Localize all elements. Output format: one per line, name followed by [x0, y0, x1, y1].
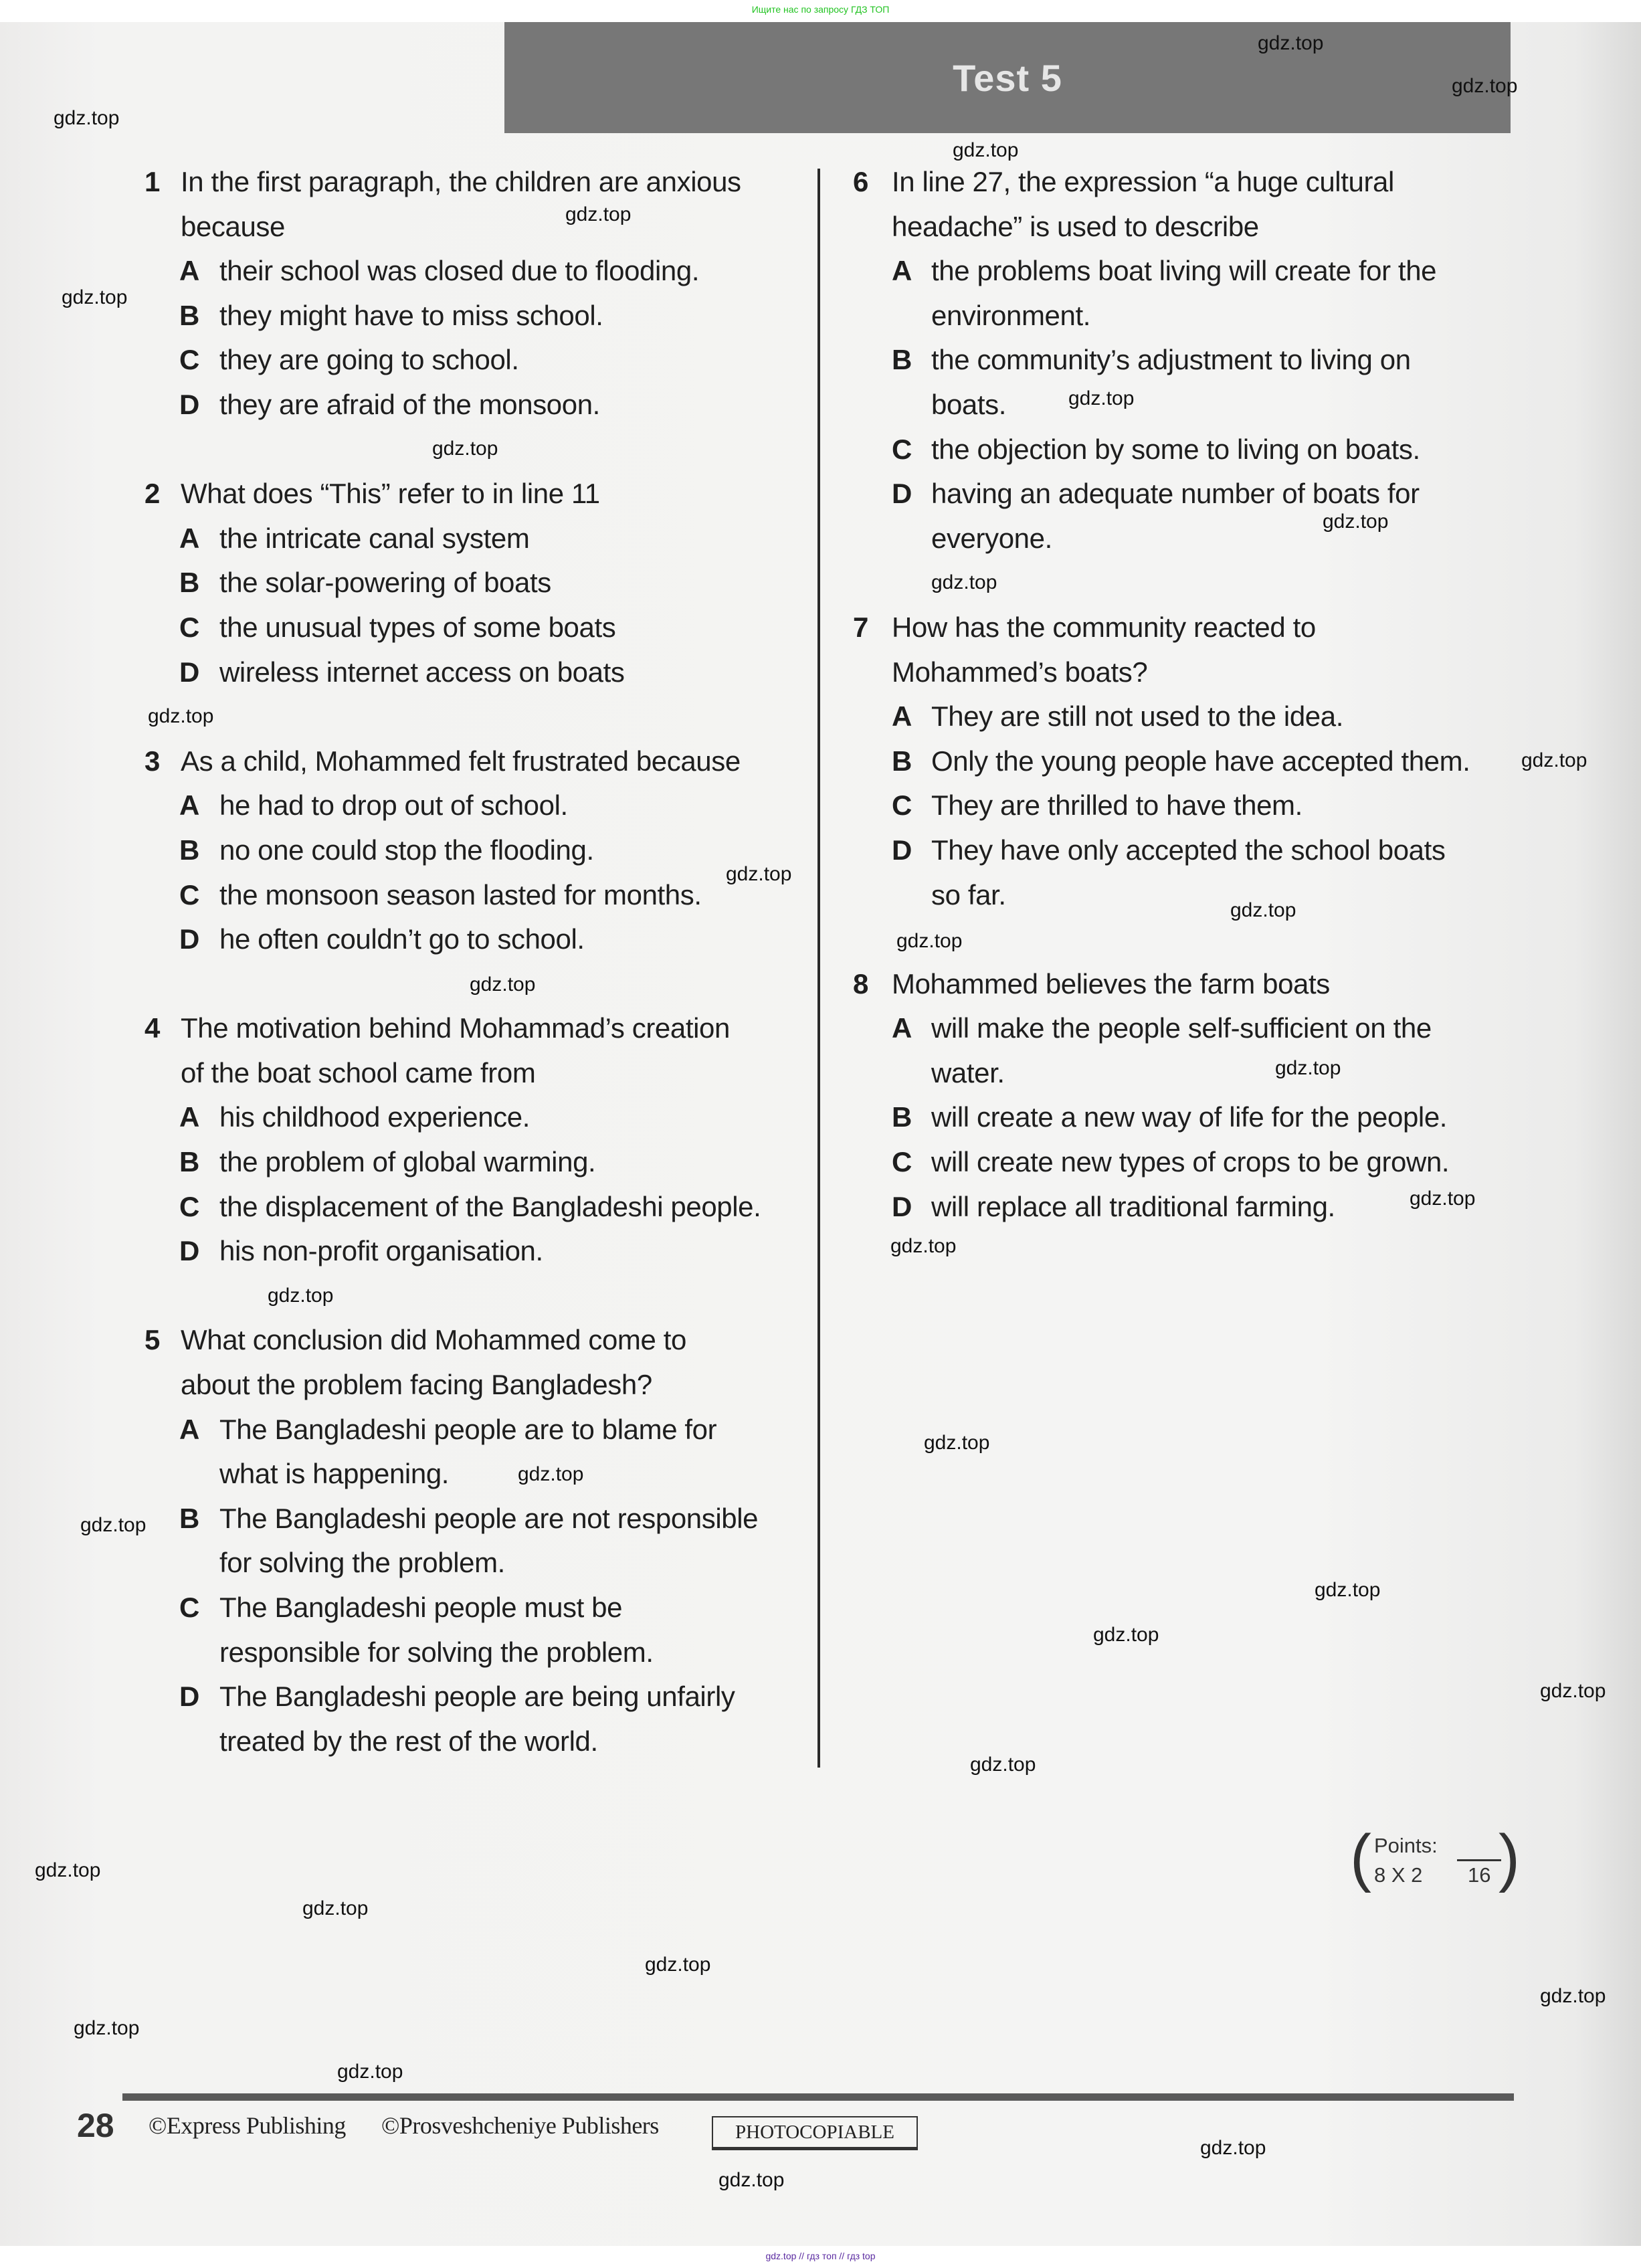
watermark: gdz.top — [718, 2169, 785, 2191]
option-text: The Bangladeshi people must be — [219, 1592, 623, 1623]
option-b-line — [144, 561, 807, 605]
question-1 — [144, 160, 807, 428]
option-c-line — [144, 1630, 807, 1675]
option-letter: C — [179, 878, 199, 911]
watermark: gdz.top — [470, 973, 536, 996]
question-line — [144, 739, 807, 784]
option-text: water. — [931, 1056, 1005, 1089]
question-line — [853, 160, 1522, 205]
watermark: gdz.top — [890, 1235, 957, 1257]
option-a-line — [853, 294, 1522, 339]
option-b-line — [853, 338, 1522, 383]
question-6 — [853, 160, 1522, 561]
questions-left-column — [144, 160, 807, 1764]
option-text: The Bangladeshi people are being unfairly — [219, 1681, 735, 1713]
question-line — [853, 605, 1522, 650]
photocopiable-label: PHOTOCOPIABLE — [712, 2116, 918, 2150]
option-letter: B — [179, 299, 199, 331]
option-a-line — [853, 1051, 1522, 1096]
watermark: gdz.top — [1315, 1579, 1381, 1601]
question-number: 8 — [853, 967, 868, 1000]
question-text: In line 27, the expression “a huge cultural — [892, 166, 1394, 197]
option-letter: D — [179, 923, 199, 955]
watermark: gdz.top — [1323, 510, 1389, 533]
question-text: As a child, Mohammed felt frustrated because — [181, 745, 741, 777]
option-text: everyone. — [931, 522, 1052, 554]
option-d-line — [144, 917, 807, 962]
option-text: having an adequate number of boats for — [931, 478, 1420, 510]
option-text: no one could stop the flooding. — [219, 834, 594, 866]
option-letter: C — [179, 344, 199, 376]
option-d-line — [144, 1719, 807, 1764]
question-line — [144, 205, 807, 250]
option-b-line — [144, 1541, 807, 1586]
option-text: will make the people self-sufficient on the — [931, 1012, 1432, 1044]
option-letter: C — [179, 1190, 199, 1222]
left-parenthesis: ( — [1350, 1822, 1371, 1893]
option-text: the monsoon season lasted for months. — [219, 878, 702, 911]
watermark: gdz.top — [1452, 75, 1518, 97]
question-number: 2 — [144, 478, 160, 510]
question-7 — [853, 605, 1522, 917]
watermark: gdz.top — [54, 107, 120, 129]
option-b-line — [144, 1497, 807, 1541]
option-a-line — [144, 1452, 807, 1497]
points-formula: 8 X 2 — [1374, 1863, 1423, 1887]
question-text: Mohammed’s boats? — [892, 656, 1148, 688]
points-label: Points: — [1374, 1834, 1438, 1857]
watermark: gdz.top — [896, 930, 963, 952]
question-number: 7 — [853, 611, 868, 643]
option-letter: A — [892, 700, 912, 733]
option-text: They have only accepted the school boats — [931, 834, 1446, 866]
option-c-line — [144, 1185, 807, 1230]
option-letter: D — [179, 1235, 199, 1267]
question-number: 1 — [144, 166, 160, 197]
score-blank-line — [1457, 1859, 1501, 1861]
option-c-line — [853, 783, 1522, 828]
question-text: headache” is used to describe — [892, 210, 1259, 242]
watermark: gdz.top — [1540, 1985, 1606, 2007]
right-parenthesis: ) — [1499, 1822, 1520, 1893]
option-letter: B — [179, 567, 199, 599]
option-d-line — [144, 383, 807, 428]
question-text: How has the community reacted to — [892, 611, 1316, 643]
option-a-line — [144, 1095, 807, 1140]
option-letter: D — [892, 1190, 912, 1222]
option-text: The Bangladeshi people are to blame for — [219, 1413, 717, 1445]
option-text: what is happening. — [219, 1458, 450, 1490]
option-text: for solving the problem. — [219, 1547, 505, 1579]
option-text: boats. — [931, 388, 1007, 420]
watermark: gdz.top — [931, 571, 997, 593]
question-text: of the boat school came from — [181, 1056, 536, 1089]
option-letter: A — [179, 1101, 199, 1133]
question-3 — [144, 739, 807, 962]
option-letter: D — [179, 1681, 199, 1713]
option-text: environment. — [931, 299, 1090, 331]
option-c-line — [853, 1140, 1522, 1185]
watermark: gdz.top — [74, 2017, 140, 2039]
option-text: his childhood experience. — [219, 1101, 530, 1133]
option-b-line — [144, 828, 807, 873]
option-letter: A — [892, 1012, 912, 1044]
option-text: the displacement of the Bangladeshi people. — [219, 1190, 761, 1222]
column-divider — [817, 169, 820, 1768]
option-b-line — [144, 1140, 807, 1185]
option-d-line — [853, 828, 1522, 873]
question-4 — [144, 1006, 807, 1274]
option-text: the problem of global warming. — [219, 1146, 596, 1178]
question-line — [144, 1363, 807, 1408]
test-header-banner — [504, 22, 1511, 133]
option-letter: C — [892, 433, 912, 465]
watermark: gdz.top — [1540, 1680, 1606, 1702]
option-text: Only the young people have accepted them. — [931, 745, 1470, 777]
question-text: The motivation behind Mohammad’s creation — [181, 1012, 730, 1044]
option-d-line — [144, 650, 807, 695]
question-2 — [144, 472, 807, 694]
watermark: gdz.top — [518, 1463, 584, 1485]
question-number: 4 — [144, 1012, 160, 1044]
question-text: In the first paragraph, the children are anxious — [181, 166, 741, 197]
page-title: Test 5 — [953, 56, 1062, 99]
option-a-line — [853, 249, 1522, 294]
watermark: gdz.top — [1258, 32, 1324, 54]
question-number: 5 — [144, 1324, 160, 1356]
option-text: treated by the rest of the world. — [219, 1725, 598, 1757]
question-number: 3 — [144, 745, 160, 777]
question-line — [144, 160, 807, 205]
question-line — [853, 205, 1522, 250]
option-text: wireless internet access on boats — [219, 656, 625, 688]
option-b-line — [853, 1095, 1522, 1140]
option-letter: D — [179, 656, 199, 688]
option-text: responsible for solving the problem. — [219, 1636, 654, 1668]
watermark: gdz.top — [1275, 1057, 1341, 1079]
watermark: gdz.top — [302, 1897, 369, 1919]
option-a-line — [144, 1408, 807, 1452]
watermark: gdz.top — [1068, 387, 1135, 409]
option-b-line — [853, 739, 1522, 784]
question-text: What conclusion did Mohammed come to — [181, 1324, 686, 1356]
watermark: gdz.top — [924, 1432, 990, 1454]
option-letter: A — [179, 255, 199, 287]
option-c-line — [144, 873, 807, 918]
option-text: the intricate canal system — [219, 522, 530, 554]
option-d-line — [853, 472, 1522, 516]
option-letter: B — [179, 1502, 199, 1534]
watermark: gdz.top — [565, 203, 632, 225]
option-letter: C — [179, 611, 199, 643]
watermark: gdz.top — [432, 438, 498, 460]
question-line — [144, 1051, 807, 1096]
option-letter: C — [892, 789, 912, 822]
question-line — [853, 650, 1522, 695]
option-letter: A — [179, 522, 199, 554]
question-number: 6 — [853, 166, 868, 197]
option-letter: C — [179, 1592, 199, 1623]
watermark: gdz.top — [337, 2061, 403, 2083]
option-text: They are thrilled to have them. — [931, 789, 1302, 822]
option-d-line — [144, 1229, 807, 1274]
option-text: he often couldn’t go to school. — [219, 923, 585, 955]
option-text: their school was closed due to flooding. — [219, 255, 700, 287]
option-a-line — [853, 694, 1522, 739]
option-text: the objection by some to living on boats. — [931, 433, 1420, 465]
option-text: the community’s adjustment to living on — [931, 344, 1411, 376]
option-letter: B — [179, 834, 199, 866]
option-letter: B — [179, 1146, 199, 1178]
spacer-row — [144, 694, 807, 739]
option-letter: D — [892, 478, 912, 510]
page-number: 28 — [77, 2107, 114, 2144]
option-c-line — [144, 605, 807, 650]
option-letter: B — [892, 745, 912, 777]
option-d-line — [144, 1675, 807, 1719]
watermark: gdz.top — [62, 286, 128, 308]
watermark: gdz.top — [80, 1514, 147, 1536]
question-line — [144, 472, 807, 516]
option-a-line — [144, 516, 807, 561]
option-text: The Bangladeshi people are not responsible — [219, 1502, 759, 1534]
watermark: gdz.top — [970, 1754, 1036, 1776]
spacer-row — [144, 1274, 807, 1319]
option-text: they are going to school. — [219, 344, 519, 376]
watermark: gdz.top — [1230, 899, 1296, 921]
option-letter: B — [892, 344, 912, 376]
question-5 — [144, 1318, 807, 1764]
option-d-line — [853, 516, 1522, 561]
option-b-line — [853, 383, 1522, 428]
question-line — [144, 1006, 807, 1051]
watermark: gdz.top — [953, 139, 1019, 161]
option-text: his non-profit organisation. — [219, 1235, 543, 1267]
watermark: gdz.top — [1093, 1624, 1159, 1646]
option-text: they are afraid of the monsoon. — [219, 388, 600, 420]
option-text: the problems boat living will create for the — [931, 255, 1437, 287]
watermark: gdz.top — [268, 1285, 334, 1307]
watermark: gdz.top — [1410, 1188, 1476, 1210]
option-a-line — [853, 1006, 1522, 1051]
publisher-express: ©Express Publishing — [149, 2112, 346, 2139]
watermark: gdz.top — [148, 705, 214, 727]
question-text: Mohammed believes the farm boats — [892, 967, 1330, 1000]
option-letter: D — [892, 834, 912, 866]
option-a-line — [144, 249, 807, 294]
option-letter: A — [892, 255, 912, 287]
option-a-line — [144, 783, 807, 828]
questions-right-column — [853, 160, 1522, 1229]
watermark: gdz.top — [1200, 2137, 1266, 2159]
option-text: he had to drop out of school. — [219, 789, 568, 822]
option-text: will replace all traditional farming. — [931, 1190, 1335, 1222]
footer-rule — [122, 2093, 1514, 2101]
watermark: gdz.top — [1521, 749, 1587, 771]
bottom-site-note: gdz.top // гдз топ // гдз top — [765, 2251, 876, 2261]
question-line — [144, 1318, 807, 1363]
option-letter: B — [892, 1101, 912, 1133]
option-c-line — [144, 1586, 807, 1630]
option-d-line — [853, 873, 1522, 918]
question-text: because — [181, 210, 285, 242]
option-text: so far. — [931, 878, 1006, 911]
watermark: gdz.top — [726, 863, 792, 885]
question-text: What does “This” refer to in line 11 — [181, 478, 600, 510]
publisher-prosveshcheniye: ©Prosveshcheniye Publishers — [381, 2112, 659, 2139]
points-box — [1350, 1822, 1520, 1897]
option-text: will create new types of crops to be grown. — [931, 1146, 1450, 1178]
watermark: gdz.top — [35, 1859, 101, 1881]
option-text: will create a new way of life for the people. — [931, 1101, 1448, 1133]
option-c-line — [853, 428, 1522, 472]
option-letter: C — [892, 1146, 912, 1178]
option-text: they might have to miss school. — [219, 299, 603, 331]
question-text: about the problem facing Bangladesh? — [181, 1369, 652, 1401]
option-text: the unusual types of some boats — [219, 611, 616, 643]
option-letter: A — [179, 1413, 199, 1445]
option-c-line — [144, 338, 807, 383]
option-b-line — [144, 294, 807, 339]
option-letter: A — [179, 789, 199, 822]
top-search-note: Ищите нас по запросу ГДЗ ТОП — [751, 4, 890, 15]
option-text: the solar-powering of boats — [219, 567, 551, 599]
option-text: They are still not used to the idea. — [931, 700, 1343, 733]
question-line — [853, 962, 1522, 1007]
watermark: gdz.top — [645, 1954, 711, 1976]
points-total: 16 — [1468, 1863, 1491, 1887]
option-letter: D — [179, 388, 199, 420]
